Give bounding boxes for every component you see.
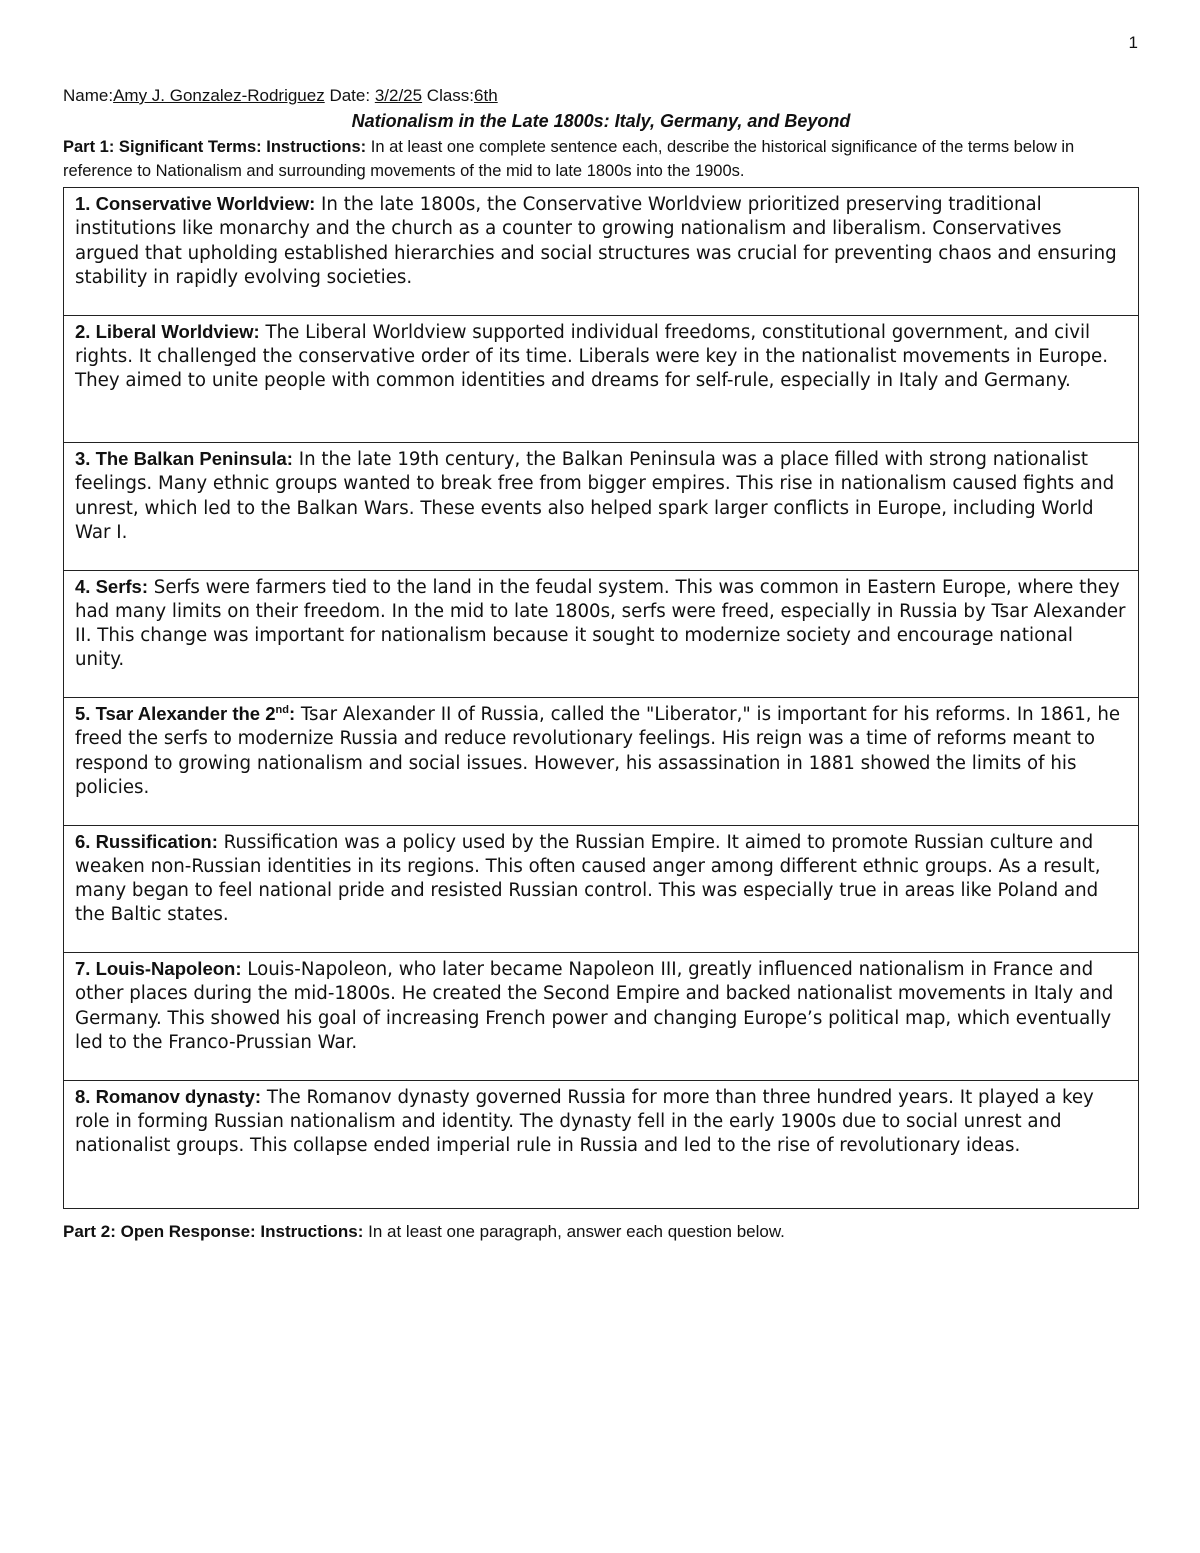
term-label: 4. Serfs: [75,575,149,597]
page-title: Nationalism in the Late 1800s: Italy, Germany, and Beyond [351,111,851,131]
term-description: Russification was a policy used by the Russian Empire. It aimed to promote Russian culture and weaken non-Russian identities in its regions. This often caused anger among different ethnic groups. As a result, many began to feel national pride and resisted Russian control. This was especially true in areas like Poland and the Baltic states. [75,831,1101,926]
class-label: Class: [422,86,475,105]
term-description: Tsar Alexander II of Russia, called the "Liberator," is important for his reforms. In 1861, he freed the serfs to modernize Russia and reduce revolutionary feelings. His reign was a time of reforms meant to respond to growing nationalism and social issues. However, his assassination in 1881 showed the limits of his policies. [75,704,1121,798]
worksheet-header [63,84,1139,183]
student-name: Amy J. Gonzalez-Rodriguez [113,86,325,105]
term-description: The Liberal Worldview supported individual freedoms, constitutional government, and civil rights. It challenged the conservative order of its time. Liberals were key in the nationalist movements in Europe. They aimed to unite people with common identities and dreams for self-rule, especially in Italy and Germany. [75,321,1108,392]
term-row-conservative-worldview [64,188,1138,316]
term-row-tsar-alexander [64,698,1138,826]
term-row-louis-napoleon [64,953,1138,1081]
term-label-main: 5. Tsar Alexander the 2 [75,703,276,724]
term-label: 1. Conservative Worldview: [75,193,316,214]
name-label: Name: [63,86,114,105]
part1-heading: Part 1: Significant Terms: Instructions: [63,138,367,156]
term-row-liberal-worldview [64,316,1138,444]
term-description: Serfs were farmers tied to the land in the feudal system. This was common in Eastern Europe, where they had many limits on their freedom. In the mid to late 1800s, serfs were freed, especially in Russia by Tsar Alexander II. This change was important for nationalism because it sought to modernize society and encourage national unity. [75,576,1126,671]
student-info-line [63,84,1139,107]
term-row-balkan-peninsula [64,443,1138,571]
term-label: 3. The Balkan Peninsula: [75,448,293,469]
page-number: 1 [1128,33,1138,52]
part2-instructions-text: In at least one paragraph, answer each question below. [363,1222,785,1241]
term-row-serfs [64,571,1138,699]
term-row-russification [64,826,1138,954]
part2-heading: Part 2: Open Response: Instructions: [63,1222,364,1241]
term-label: 2. Liberal Worldview: [75,320,260,342]
term-label-colon: : [288,703,296,724]
term-description: The Romanov dynasty governed Russia for more than three hundred years. It played a key role in forming Russian nationalism and identity. The dynasty fell in the early 1900s due to social unrest and nationalist groups. This collapse ended imperial rule in Russia and led to the rise of revolutionary ideas. [75,1086,1094,1157]
terms-table [63,187,1139,1209]
term-description: In the late 1800s, the Conservative Worldview prioritized preserving traditional institutions like monarchy and the church as a counter to growing nationalism and liberalism. Conservatives argued that upholding established hierarchies and social structures was crucial for preventing chaos and ensuring stability in rapidly evolving societies. [75,194,1117,288]
term-label [75,703,295,724]
term-label: 7. Louis-Napoleon: [75,958,242,979]
part1-instructions [63,135,1139,183]
part1-instructions-text: In at least one complete sentence each, describe the historical significance of the terms below in reference to Nationalism and surrounding movements of the mid to late 1800s into the 1900s. [63,138,1075,180]
date-value: 3/2/25 [374,86,423,105]
term-label-superscript: nd [275,703,289,716]
class-value: 6th [474,86,498,105]
term-description: In the late 19th century, the Balkan Peninsula was a place filled with strong nationalist feelings. Many ethnic groups wanted to break free from bigger empires. This rise in nationalism caused fights and unrest, which led to the Balkan Wars. These events also helped spark larger conflicts in Europe, including World War I. [75,449,1115,543]
term-label: 8. Romanov dynasty: [75,1085,262,1107]
date-label: Date: [324,86,375,105]
part2-instructions [63,1220,1139,1244]
term-label: 6. Russification: [75,830,218,852]
term-description: Louis-Napoleon, who later became Napoleon III, greatly influenced nationalism in France and other places during the mid-1800s. He created the Second Empire and backed nationalist movements in Italy and Germany. This showed his goal of increasing French power and changing Europe’s political map, which eventually led to the Franco-Prussian War. [75,959,1114,1053]
term-row-romanov-dynasty [64,1081,1138,1209]
